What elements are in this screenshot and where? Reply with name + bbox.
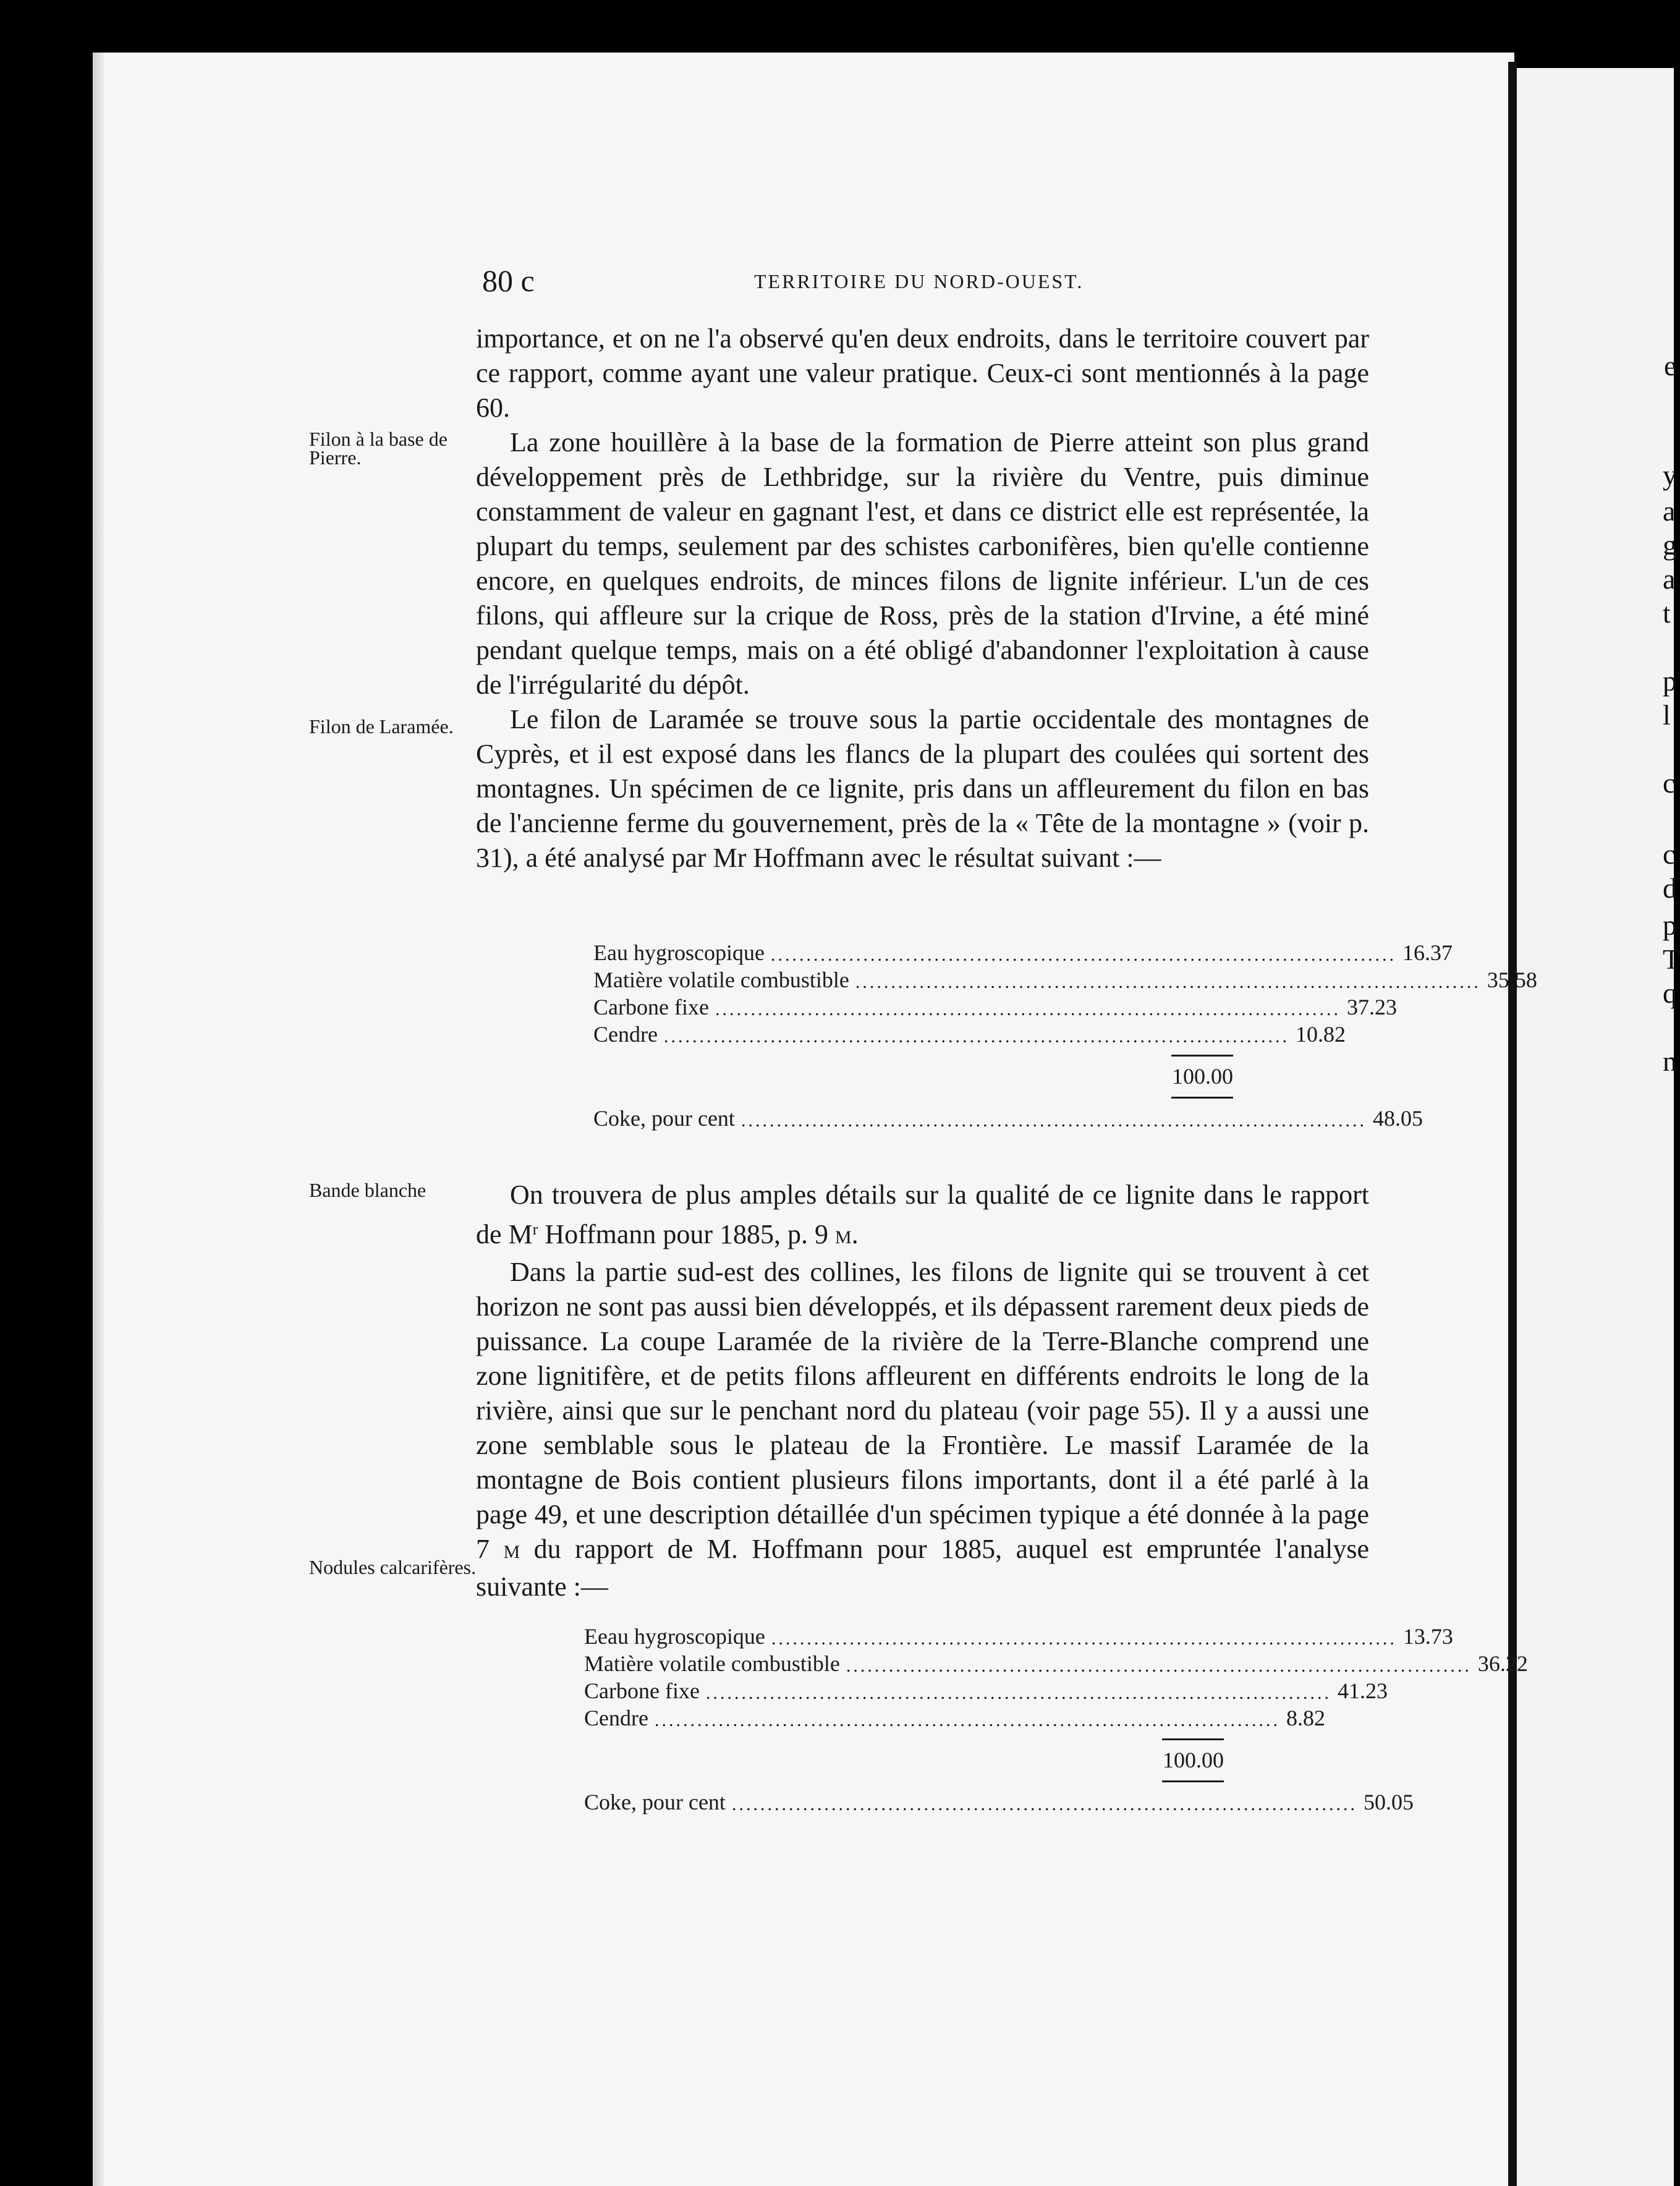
small-caps: M <box>835 1227 852 1248</box>
leader-dots: ........................................................................................ <box>855 972 1481 992</box>
facing-page-char: p <box>1663 665 1677 697</box>
paragraph <box>476 1178 1369 1255</box>
row-value: 35.58 <box>1487 968 1537 992</box>
leader-dots: ........................................................................................ <box>740 1110 1367 1131</box>
sidenote-filon-pierre: Filon à la base de Pierre. <box>309 428 448 469</box>
leader-dots: ........................................................................................ <box>715 999 1341 1019</box>
paragraph: Le filon de Laramée se trouve sous la partie occidentale des montagnes de Cyprès, et il est exposé dans les flancs de la plupart des coulées qui sortent des montagnes. Un spécimen de ce lignite, pris dans un affleurement du filon en bas de l'ancienne ferme du gouvernement, près de la « Tête de la montagne » (voir p. 31), a été analysé par Mr Hoffmann avec le résultat suivant :— <box>476 704 1369 873</box>
paragraph <box>476 1255 1369 1604</box>
row-value: 41.23 <box>1337 1678 1388 1703</box>
facing-page-char: n <box>1663 1045 1677 1077</box>
page-number: 80 c <box>482 263 535 298</box>
coke-row <box>584 1788 1414 1815</box>
facing-page-char: l <box>1663 699 1671 731</box>
running-title: TERRITOIRE DU NORD-OUEST. <box>754 270 1084 292</box>
total-value: 100.00 <box>1172 1064 1233 1089</box>
table-row <box>584 1649 1528 1677</box>
facing-page-char: y <box>1663 459 1677 491</box>
paragraph-text: Dans la partie sud-est des collines, les filons de lignite qui se trouvent à cet horizon ne sont pas aussi bien développés, et ils dépassent rarement deux pieds de puissance. La coupe Laramée de la rivière de la Terre-Blanche comprend une zone lignitifère, et de petits filons affleurent en différents endroits le long de la rivière, ainsi que sur le penchant nord du plateau (voir page 55). Il y a aussi une zone semblable sous le plateau de la Frontière. Le massif Laramée de la montagne de Bois contient plusieurs filons importants, dont il a été parlé à la page 49, et une description détaillée d'un spécimen typique a été donnée à la page 7 <box>476 1257 1369 1564</box>
facing-page-char: a <box>1663 563 1676 595</box>
coke-value: 48.05 <box>1372 1106 1423 1131</box>
analysis-table-2 <box>584 1622 1528 1815</box>
total-row <box>584 1746 1224 1773</box>
coke-row <box>593 1104 1423 1131</box>
facing-page-char: d <box>1663 872 1677 904</box>
total-value: 100.00 <box>1163 1748 1224 1772</box>
facing-page-char: g <box>1663 529 1677 561</box>
facing-page-edge <box>1517 68 1680 2186</box>
coke-label: Coke, pour cent <box>593 1106 735 1131</box>
sum-rule <box>593 1047 1233 1062</box>
table-row <box>584 1677 1388 1704</box>
row-value: 37.23 <box>1346 995 1397 1019</box>
total-row <box>593 1062 1233 1089</box>
leader-dots: ........................................................................................ <box>654 1710 1280 1730</box>
page-edge <box>93 53 104 2186</box>
leader-dots: ........................................................................................ <box>731 1794 1357 1814</box>
paragraph-text: On trouvera de plus amples détails sur la qualité de ce lignite dans le rapport de M <box>476 1180 1369 1249</box>
text-block-1 <box>476 321 1369 875</box>
row-value: 13.73 <box>1402 1624 1453 1649</box>
row-label: Carbone fixe <box>593 995 709 1019</box>
leader-dots: ........................................................................................ <box>846 1656 1472 1676</box>
row-label: Matière volatile combustible <box>593 968 849 992</box>
coke-label: Coke, pour cent <box>584 1790 726 1814</box>
row-label: Cendre <box>593 1022 658 1047</box>
row-value: 16.37 <box>1402 940 1453 965</box>
facing-page-char: p <box>1663 909 1677 941</box>
paragraph-text: du rapport de M. Hoffmann pour 1885, auquel est empruntée l'analyse suivante :— <box>476 1534 1369 1602</box>
sum-rule <box>593 1089 1233 1104</box>
table-row <box>584 1622 1453 1649</box>
facing-page-char: t <box>1663 597 1671 629</box>
sidenote-nodules: Nodules calcarifères. <box>309 1556 477 1578</box>
leader-dots: ........................................................................................ <box>771 1628 1397 1649</box>
sidenote-bande-blanche: Bande blanche <box>309 1179 426 1201</box>
facing-page-char: q <box>1663 977 1677 1009</box>
sum-rule <box>584 1731 1224 1746</box>
leader-dots: ........................................................................................ <box>663 1026 1289 1047</box>
paragraph: importance, et on ne l'a observé qu'en deux endroits, dans le territoire couvert par ce rapport, comme ayant une valeur pratique. Ceux-ci sont mentionnés à la page 60. <box>476 323 1369 423</box>
table-row <box>593 966 1537 993</box>
row-label: Eeau hygroscopique <box>584 1624 765 1649</box>
superscript: r <box>532 1220 538 1238</box>
table-row <box>593 938 1453 966</box>
sum-rule <box>584 1773 1224 1788</box>
facing-page-char: a <box>1663 495 1676 527</box>
facing-page-char: T <box>1663 943 1680 975</box>
row-value: 36.22 <box>1477 1651 1528 1676</box>
book-fold <box>1508 62 1517 2186</box>
row-label: Cendre <box>584 1706 648 1730</box>
paragraph-text: . <box>851 1219 859 1249</box>
analysis-table-1 <box>593 938 1537 1131</box>
facing-page-char: c <box>1663 767 1676 799</box>
table-row <box>593 1020 1346 1047</box>
paragraph: La zone houillère à la base de la formation de Pierre atteint son plus grand développement près de Lethbridge, sur la rivière du Ventre, puis diminue constamment de valeur en gagnant l'est, et dans ce district elle est représentée, la plupart du temps, seulement par des schistes carbonifères, bien qu'elle contienne encore, en quelques endroits, de minces filons de lignite inférieur. L'un de ces filons, qui affleure sur la crique de Ross, près de la station d'Irvine, a été miné pendant quelque temps, mais on a été obligé d'abandonner l'exploitation à cause de l'irrégularité du dépôt. <box>476 427 1369 700</box>
row-label: Matière volatile combustible <box>584 1651 840 1676</box>
paragraph-text: Hoffmann pour 1885, p. 9 <box>538 1219 836 1249</box>
sidenote-filon-laramee: Filon de Laramée. <box>309 715 454 738</box>
text-block-2 <box>476 1178 1369 1604</box>
row-value: 10.82 <box>1295 1022 1346 1047</box>
facing-page-char: c <box>1663 838 1676 870</box>
table-row <box>593 993 1397 1020</box>
leader-dots: ........................................................................................ <box>770 945 1396 965</box>
row-label: Carbone fixe <box>584 1678 700 1703</box>
page-header <box>482 263 1109 300</box>
facing-page-char: e <box>1664 350 1677 381</box>
row-value: 8.82 <box>1286 1706 1325 1730</box>
table-row <box>584 1704 1325 1731</box>
small-caps: M <box>503 1542 520 1562</box>
leader-dots: ........................................................................................ <box>705 1683 1331 1703</box>
coke-value: 50.05 <box>1363 1790 1414 1814</box>
row-label: Eau hygroscopique <box>593 940 765 965</box>
